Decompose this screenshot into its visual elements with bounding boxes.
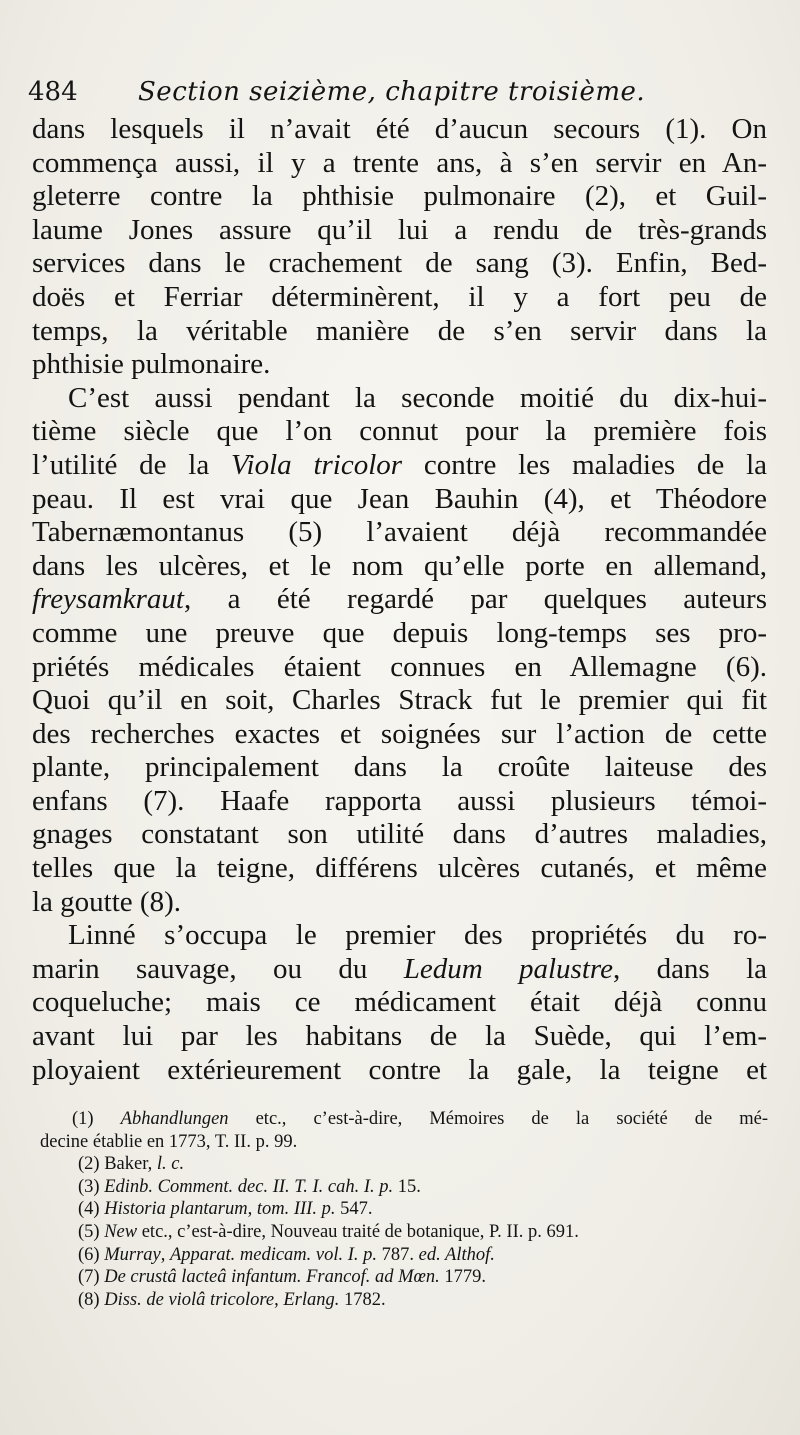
text-line: gnages constatant son utilité dans d’autres maladies, <box>32 818 767 851</box>
text-line: ployaient extérieurement contre la gale, la teigne et <box>32 1053 767 1086</box>
text-line: coqueluche; mais ce médicament était déjà connu <box>32 986 767 1019</box>
text-line: peau. Il est vrai que Jean Bauhin (4), et Théodore <box>32 482 767 515</box>
text-line: Quoi qu’il en soit, Charles Strack fut le premier qui fit <box>32 684 767 717</box>
footnote-1: (1) Abhandlungen etc., c’est-à-dire, Mémoires de la société de mé- <box>72 1109 768 1129</box>
text-line: phthisie pulmonaire. <box>32 348 271 381</box>
page-header <box>28 72 768 112</box>
text-line: freysamkraut, a été regardé par quelques auteurs <box>32 583 767 616</box>
text-line: plante, principalement dans la croûte laiteuse des <box>32 751 767 784</box>
text-line: doës et Ferriar déterminèrent, il y a fort peu de <box>32 280 767 313</box>
footnote-7: (7) De crustâ lacteâ infantum. Francof. ad Mœn. 1779. <box>78 1267 486 1288</box>
text-line: des recherches exactes et soignées sur l’action de cette <box>32 717 767 750</box>
page-number: 484 <box>28 77 78 107</box>
text-line: Tabernæmontanus (5) l’avaient déjà recommandée <box>32 516 767 549</box>
footnote-1-continued: decine établie en 1773, T. II. p. 99. <box>40 1131 298 1152</box>
italic-term: Ledum palustre <box>403 952 613 985</box>
text-line: l’utilité de la Viola tricolor contre les maladies de la <box>32 448 767 481</box>
text-line: temps, la véritable manière de s’en servir dans la <box>32 314 767 347</box>
footnote-3: (3) Edinb. Comment. dec. II. T. I. cah. I. p. 15. <box>78 1176 421 1197</box>
text-line: tième siècle que l’on connut pour la première fois <box>32 415 767 448</box>
footnotes <box>40 1108 768 1311</box>
footnote-5: (5) New etc., c’est-à-dire, Nouveau traité de botanique, P. II. p. 691. <box>78 1221 579 1242</box>
text-line: marin sauvage, ou du Ledum palustre, dans la <box>32 952 767 985</box>
text-line: telles que la teigne, différens ulcères cutanés, et même <box>32 852 767 885</box>
text-line: services dans le crachement de sang (3). Enfin, Bed- <box>32 247 767 280</box>
running-title: Section seizième, chapitre troisième. <box>138 77 646 107</box>
text-line: Linné s’occupa le premier des propriétés du ro- <box>68 919 767 952</box>
text-line: avant lui par les habitans de la Suède, qui l’em- <box>32 1020 767 1053</box>
footnote-8: (8) Diss. de violâ tricolore, Erlang. 1782. <box>78 1289 386 1310</box>
text-line: comme une preuve que depuis long-temps ses pro- <box>32 616 767 649</box>
text-line: la goutte (8). <box>32 885 181 918</box>
italic-term: Viola tricolor <box>231 448 403 481</box>
text-line: C’est aussi pendant la seconde moitié du dix-hui- <box>68 381 767 414</box>
footnote-2: (2) Baker, l. c. <box>78 1154 185 1175</box>
footnote-4: (4) Historia plantarum, tom. III. p. 547. <box>78 1199 373 1220</box>
text-line: enfans (7). Haafe rapporta aussi plusieurs témoi- <box>32 784 767 817</box>
body-text <box>32 113 767 1087</box>
text-line: commença aussi, il y a trente ans, à s’en servir en An- <box>32 146 767 179</box>
text-line: dans lesquels il n’avait été d’aucun secours (1). On <box>32 113 767 145</box>
text-line: gleterre contre la phthisie pulmonaire (2), et Guil- <box>32 180 767 213</box>
text-line: dans les ulcères, et le nom qu’elle porte en allemand, <box>32 549 767 582</box>
text-line: laume Jones assure qu’il lui a rendu de très-grands <box>32 213 767 246</box>
text-line: priétés médicales étaient connues en Allemagne (6). <box>32 650 767 683</box>
footnote-6: (6) Murray, Apparat. medicam. vol. I. p. 787. ed. Althof. <box>78 1244 495 1265</box>
italic-term: freysamkraut <box>32 583 184 616</box>
